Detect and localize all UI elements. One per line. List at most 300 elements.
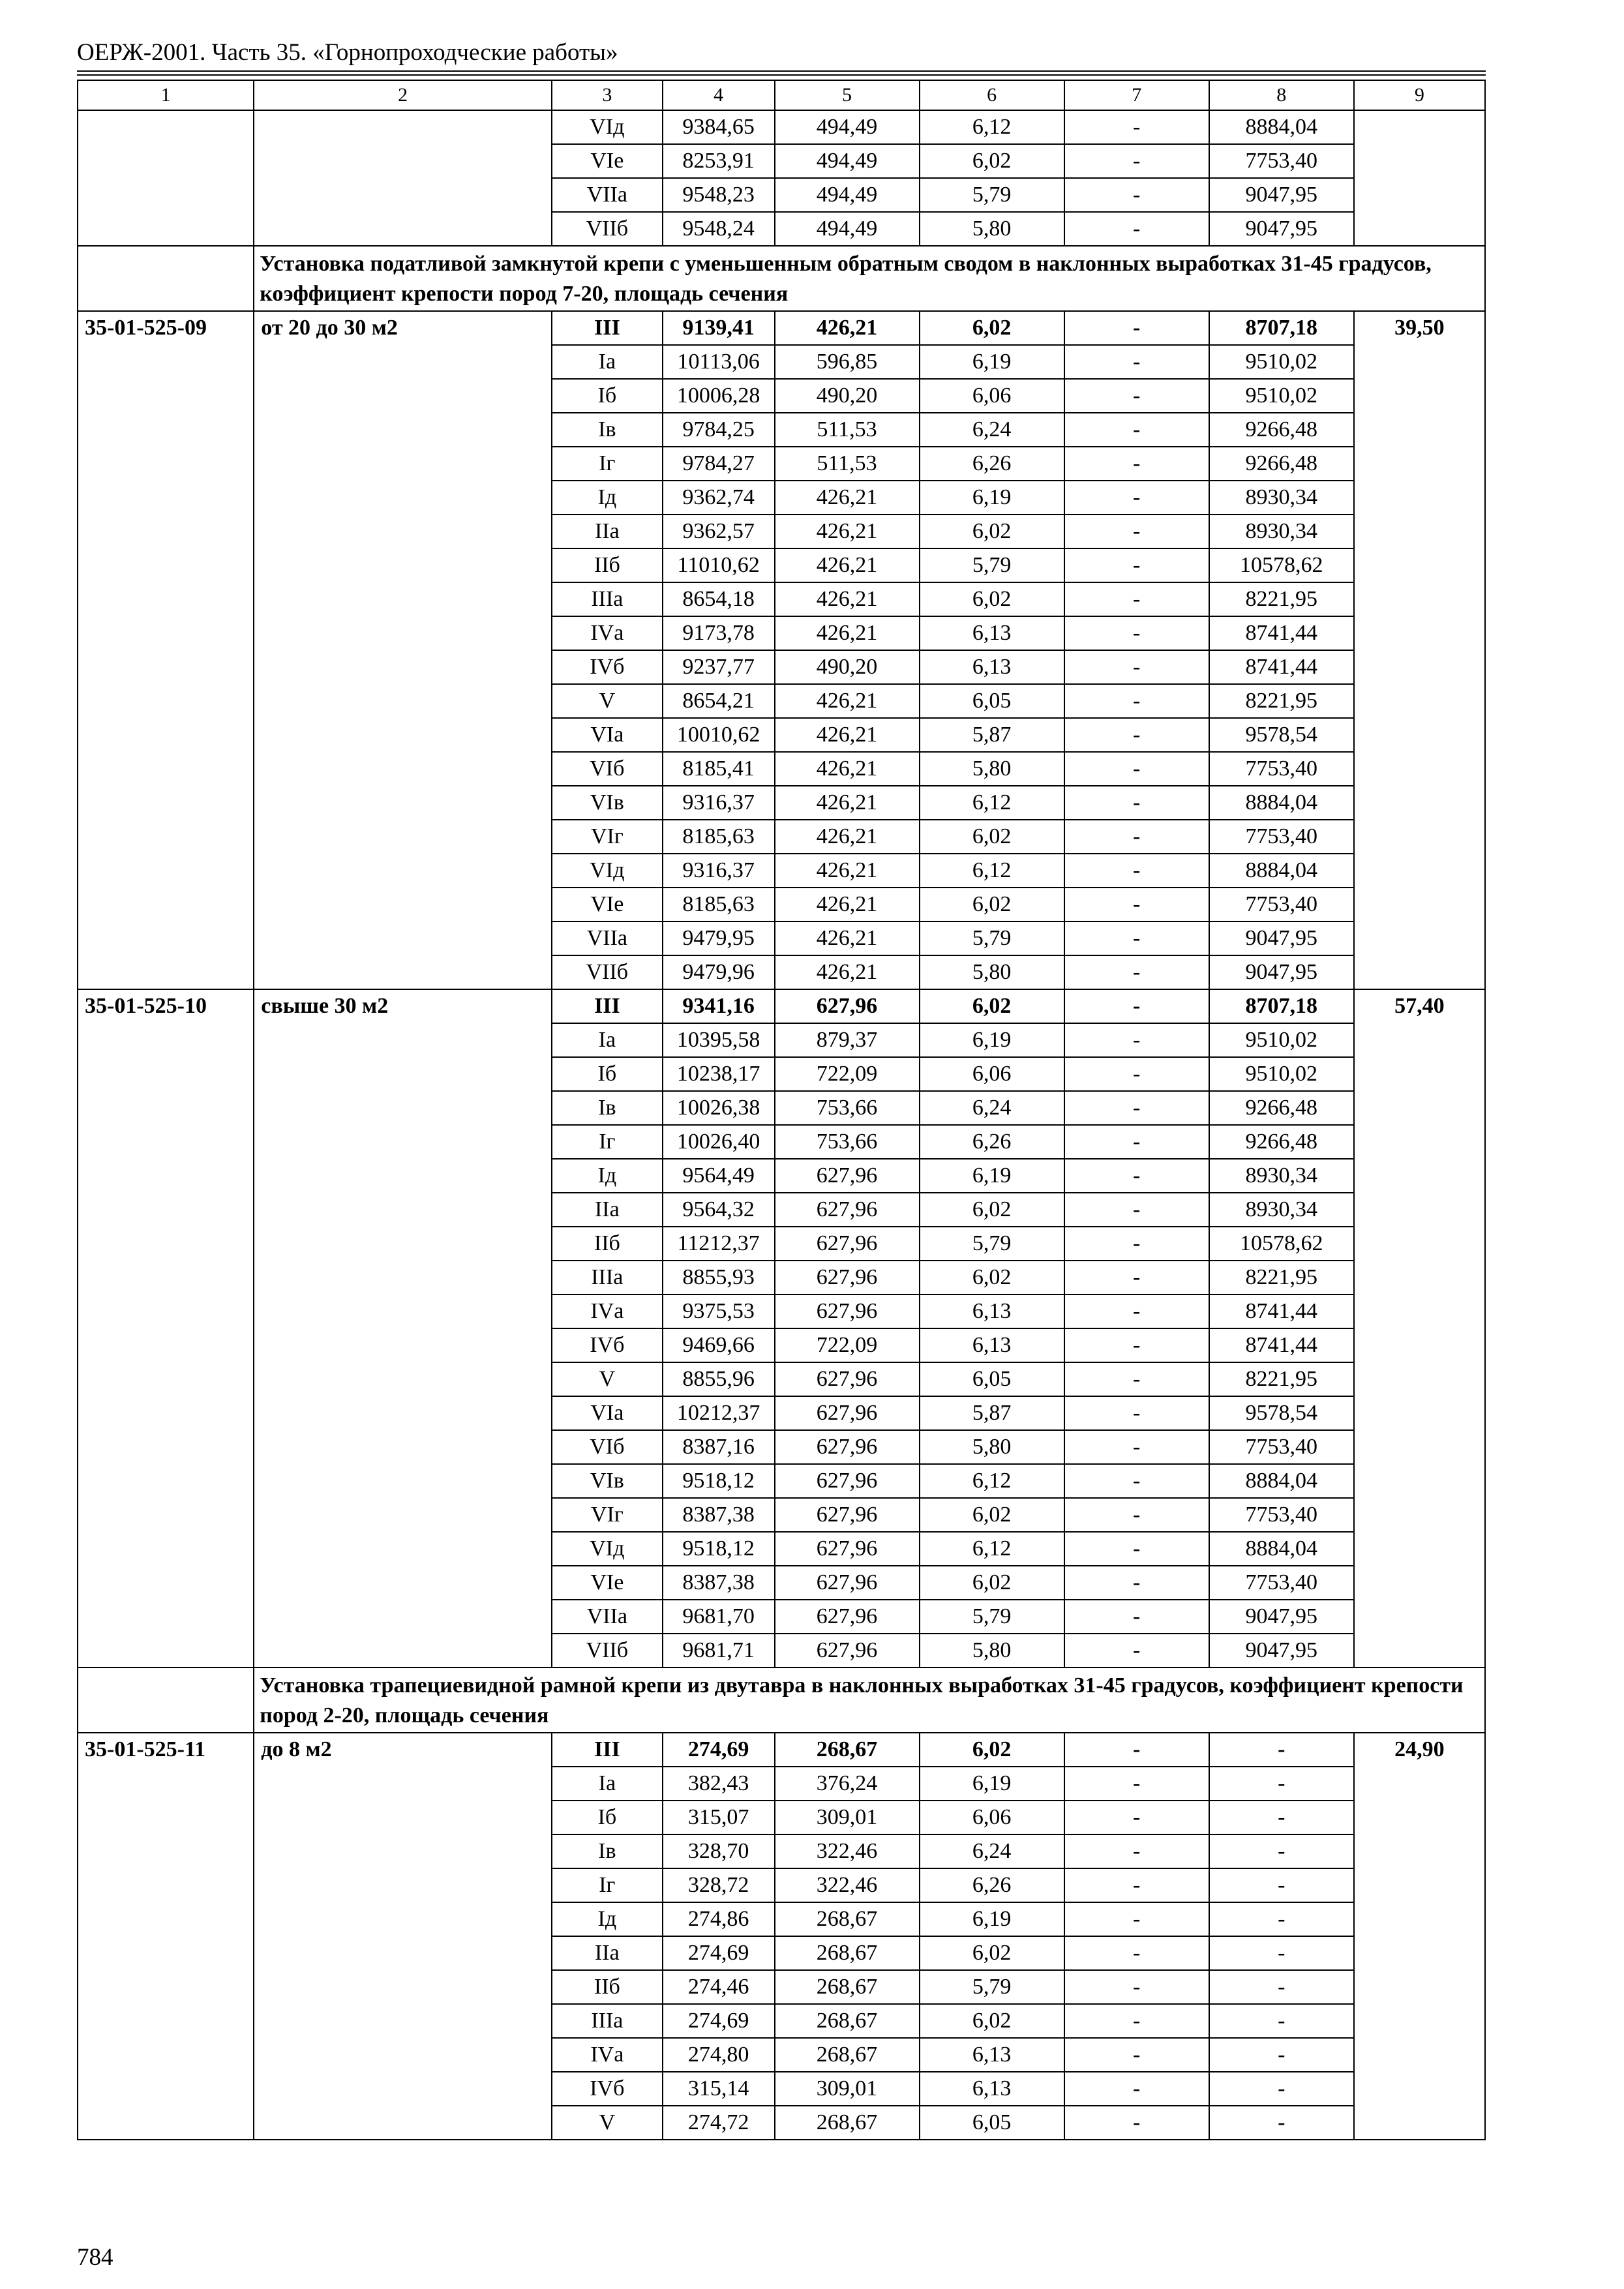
wages: 322,46 xyxy=(775,1868,920,1902)
machine-cost: 6,13 xyxy=(920,1328,1064,1362)
wages: 627,96 xyxy=(775,1193,920,1227)
total-cost: 274,80 xyxy=(663,2038,775,2072)
total-cost: 10026,40 xyxy=(663,1125,775,1159)
materials-cost: 9266,48 xyxy=(1209,447,1354,481)
machine-cost: 6,05 xyxy=(920,684,1064,718)
driver-wages: - xyxy=(1064,1057,1209,1091)
section-spacer xyxy=(78,246,254,311)
column-number: 4 xyxy=(663,80,775,110)
driver-wages: - xyxy=(1064,1227,1209,1261)
wages: 426,21 xyxy=(775,820,920,854)
wages: 268,67 xyxy=(775,1936,920,1970)
total-cost: 274,69 xyxy=(663,1936,775,1970)
wages: 268,67 xyxy=(775,2004,920,2038)
wages: 627,96 xyxy=(775,1430,920,1464)
materials-cost: 9266,48 xyxy=(1209,1091,1354,1125)
resource-code: VIд xyxy=(552,110,663,144)
wages: 268,67 xyxy=(775,1970,920,2004)
materials-cost: 8221,95 xyxy=(1209,1362,1354,1396)
driver-wages: - xyxy=(1064,1767,1209,1801)
machine-cost: 6,24 xyxy=(920,1091,1064,1125)
materials-cost: 8221,95 xyxy=(1209,582,1354,616)
wages: 309,01 xyxy=(775,1801,920,1834)
column-number: 6 xyxy=(920,80,1064,110)
wages: 426,21 xyxy=(775,684,920,718)
section-title: Установка трапециевидной рамной крепи из двутавра в наклонных выработках 31-45 градусов, коэффициент крепости пород 2-20, площадь сечения xyxy=(254,1668,1485,1733)
wages: 879,37 xyxy=(775,1023,920,1057)
machine-cost: 6,26 xyxy=(920,1868,1064,1902)
machine-cost: 6,12 xyxy=(920,786,1064,820)
total-cost: 8387,38 xyxy=(663,1566,775,1600)
total-cost: 8654,21 xyxy=(663,684,775,718)
resource-code: IIа xyxy=(552,1936,663,1970)
driver-wages: - xyxy=(1064,1430,1209,1464)
wages: 309,01 xyxy=(775,2072,920,2106)
machine-cost: 5,79 xyxy=(920,548,1064,582)
materials-cost: 7753,40 xyxy=(1209,820,1354,854)
materials-cost: - xyxy=(1209,2004,1354,2038)
machine-cost: 6,19 xyxy=(920,1159,1064,1193)
wages: 627,96 xyxy=(775,1532,920,1566)
machine-cost: 6,02 xyxy=(920,1498,1064,1532)
section-header-row xyxy=(78,1668,1485,1733)
materials-cost: 8741,44 xyxy=(1209,616,1354,650)
materials-cost: 8930,34 xyxy=(1209,1159,1354,1193)
materials-cost: 9047,95 xyxy=(1209,921,1354,955)
resource-code: IIб xyxy=(552,1227,663,1261)
materials-cost: 10578,62 xyxy=(1209,1227,1354,1261)
resource-code: VIд xyxy=(552,1532,663,1566)
machine-cost: 6,02 xyxy=(920,144,1064,178)
machine-cost: 6,13 xyxy=(920,1294,1064,1328)
wages: 426,21 xyxy=(775,718,920,752)
machine-cost: 6,02 xyxy=(920,1193,1064,1227)
wages: 627,96 xyxy=(775,1227,920,1261)
materials-cost: 8884,04 xyxy=(1209,1532,1354,1566)
total-cost: 9479,95 xyxy=(663,921,775,955)
resource-code: Iд xyxy=(552,1902,663,1936)
resource-code: IIIа xyxy=(552,582,663,616)
driver-wages: - xyxy=(1064,582,1209,616)
wages: 627,96 xyxy=(775,1566,920,1600)
wages: 627,96 xyxy=(775,1634,920,1668)
resource-code: VIе xyxy=(552,144,663,178)
machine-cost: 6,02 xyxy=(920,2004,1064,2038)
wages: 426,21 xyxy=(775,548,920,582)
machine-cost: 6,02 xyxy=(920,888,1064,921)
resource-code: III xyxy=(552,1733,663,1767)
resource-code: V xyxy=(552,684,663,718)
resource-code: VIе xyxy=(552,1566,663,1600)
resource-code: VIд xyxy=(552,854,663,888)
materials-cost: - xyxy=(1209,2038,1354,2072)
wages: 426,21 xyxy=(775,515,920,548)
driver-wages: - xyxy=(1064,447,1209,481)
driver-wages: - xyxy=(1064,786,1209,820)
total-cost: 274,69 xyxy=(663,2004,775,2038)
wages: 268,67 xyxy=(775,1733,920,1767)
machine-cost: 5,87 xyxy=(920,1396,1064,1430)
materials-cost: - xyxy=(1209,1834,1354,1868)
table-row xyxy=(78,311,1485,345)
resource-code: VIе xyxy=(552,888,663,921)
machine-cost: 6,19 xyxy=(920,1023,1064,1057)
column-number: 5 xyxy=(775,80,920,110)
resource-code: Iд xyxy=(552,481,663,515)
total-cost: 10006,28 xyxy=(663,379,775,413)
materials-cost: 8741,44 xyxy=(1209,1294,1354,1328)
index-cell: 39,50 xyxy=(1354,311,1485,989)
total-cost: 8185,63 xyxy=(663,888,775,921)
wages: 322,46 xyxy=(775,1834,920,1868)
resource-code: VIIа xyxy=(552,921,663,955)
driver-wages: - xyxy=(1064,1294,1209,1328)
driver-wages: - xyxy=(1064,1970,1209,2004)
machine-cost: 5,80 xyxy=(920,1634,1064,1668)
total-cost: 8185,41 xyxy=(663,752,775,786)
machine-cost: 6,24 xyxy=(920,413,1064,447)
wages: 268,67 xyxy=(775,1902,920,1936)
driver-wages: - xyxy=(1064,1362,1209,1396)
total-cost: 9681,70 xyxy=(663,1600,775,1634)
total-cost: 328,70 xyxy=(663,1834,775,1868)
wages: 426,21 xyxy=(775,854,920,888)
wages: 426,21 xyxy=(775,582,920,616)
machine-cost: 5,80 xyxy=(920,752,1064,786)
driver-wages: - xyxy=(1064,548,1209,582)
machine-cost: 5,87 xyxy=(920,718,1064,752)
wages: 494,49 xyxy=(775,212,920,246)
machine-cost: 6,12 xyxy=(920,110,1064,144)
resource-code: IVб xyxy=(552,650,663,684)
wages: 494,49 xyxy=(775,178,920,212)
total-cost: 10238,17 xyxy=(663,1057,775,1091)
driver-wages: - xyxy=(1064,1464,1209,1498)
wages: 426,21 xyxy=(775,481,920,515)
resource-code: Iг xyxy=(552,1125,663,1159)
driver-wages: - xyxy=(1064,311,1209,345)
total-cost: 9518,12 xyxy=(663,1532,775,1566)
resource-code: IVа xyxy=(552,2038,663,2072)
machine-cost: 6,26 xyxy=(920,1125,1064,1159)
total-cost: 8855,93 xyxy=(663,1261,775,1294)
machine-cost: 6,19 xyxy=(920,1902,1064,1936)
driver-wages: - xyxy=(1064,752,1209,786)
resource-code: Iг xyxy=(552,447,663,481)
total-cost: 9518,12 xyxy=(663,1464,775,1498)
wages: 627,96 xyxy=(775,1362,920,1396)
wages: 426,21 xyxy=(775,786,920,820)
materials-cost: 9578,54 xyxy=(1209,1396,1354,1430)
resource-code: V xyxy=(552,1362,663,1396)
resource-code: VIIб xyxy=(552,1634,663,1668)
driver-wages: - xyxy=(1064,1532,1209,1566)
machine-cost: 6,26 xyxy=(920,447,1064,481)
machine-cost: 5,79 xyxy=(920,1600,1064,1634)
machine-cost: 5,80 xyxy=(920,212,1064,246)
code-cell: 35-01-525-09 xyxy=(78,311,254,989)
resource-code: IVа xyxy=(552,616,663,650)
total-cost: 10395,58 xyxy=(663,1023,775,1057)
driver-wages: - xyxy=(1064,2072,1209,2106)
total-cost: 10113,06 xyxy=(663,345,775,379)
materials-cost: 8884,04 xyxy=(1209,854,1354,888)
materials-cost: 7753,40 xyxy=(1209,1498,1354,1532)
resource-code: Iв xyxy=(552,413,663,447)
total-cost: 11010,62 xyxy=(663,548,775,582)
total-cost: 9139,41 xyxy=(663,311,775,345)
driver-wages: - xyxy=(1064,110,1209,144)
resource-code: VIб xyxy=(552,752,663,786)
materials-cost: 7753,40 xyxy=(1209,144,1354,178)
wages: 627,96 xyxy=(775,1464,920,1498)
machine-cost: 6,13 xyxy=(920,2038,1064,2072)
materials-cost: 9510,02 xyxy=(1209,1057,1354,1091)
driver-wages: - xyxy=(1064,2038,1209,2072)
resource-code: Iб xyxy=(552,1057,663,1091)
materials-cost: 9510,02 xyxy=(1209,345,1354,379)
driver-wages: - xyxy=(1064,955,1209,989)
driver-wages: - xyxy=(1064,684,1209,718)
driver-wages: - xyxy=(1064,1328,1209,1362)
driver-wages: - xyxy=(1064,345,1209,379)
materials-cost: - xyxy=(1209,1767,1354,1801)
machine-cost: 6,13 xyxy=(920,2072,1064,2106)
materials-cost: 9510,02 xyxy=(1209,1023,1354,1057)
page-number: 784 xyxy=(77,2244,113,2271)
total-cost: 382,43 xyxy=(663,1767,775,1801)
driver-wages: - xyxy=(1064,1023,1209,1057)
driver-wages: - xyxy=(1064,1801,1209,1834)
wages: 722,09 xyxy=(775,1328,920,1362)
resource-code: Iв xyxy=(552,1834,663,1868)
table-row xyxy=(78,989,1485,1023)
materials-cost: 9510,02 xyxy=(1209,379,1354,413)
total-cost: 9375,53 xyxy=(663,1294,775,1328)
materials-cost: - xyxy=(1209,1868,1354,1902)
resource-code: IIа xyxy=(552,1193,663,1227)
index-cell: 57,40 xyxy=(1354,989,1485,1668)
driver-wages: - xyxy=(1064,1902,1209,1936)
total-cost: 9469,66 xyxy=(663,1328,775,1362)
rates-table xyxy=(77,80,1486,2140)
machine-cost: 5,79 xyxy=(920,1227,1064,1261)
machine-cost: 6,02 xyxy=(920,820,1064,854)
wages: 494,49 xyxy=(775,110,920,144)
driver-wages: - xyxy=(1064,515,1209,548)
driver-wages: - xyxy=(1064,1193,1209,1227)
machine-cost: 6,19 xyxy=(920,481,1064,515)
description-cell xyxy=(254,110,552,246)
column-number: 9 xyxy=(1354,80,1485,110)
wages: 753,66 xyxy=(775,1091,920,1125)
machine-cost: 6,02 xyxy=(920,582,1064,616)
table-row xyxy=(78,1733,1485,1767)
wages: 490,20 xyxy=(775,379,920,413)
resource-code: Iд xyxy=(552,1159,663,1193)
driver-wages: - xyxy=(1064,212,1209,246)
wages: 627,96 xyxy=(775,1498,920,1532)
total-cost: 8387,16 xyxy=(663,1430,775,1464)
section-spacer xyxy=(78,1668,254,1733)
resource-code: Iг xyxy=(552,1868,663,1902)
driver-wages: - xyxy=(1064,1566,1209,1600)
wages: 627,96 xyxy=(775,989,920,1023)
total-cost: 9384,65 xyxy=(663,110,775,144)
materials-cost: 7753,40 xyxy=(1209,752,1354,786)
materials-cost: 9047,95 xyxy=(1209,1600,1354,1634)
materials-cost: 8707,18 xyxy=(1209,311,1354,345)
code-cell: 35-01-525-11 xyxy=(78,1733,254,2140)
section-header-row xyxy=(78,246,1485,311)
driver-wages: - xyxy=(1064,616,1209,650)
materials-cost: 7753,40 xyxy=(1209,1566,1354,1600)
wages: 596,85 xyxy=(775,345,920,379)
machine-cost: 5,80 xyxy=(920,955,1064,989)
total-cost: 9316,37 xyxy=(663,854,775,888)
resource-code: Iа xyxy=(552,1023,663,1057)
resource-code: IIб xyxy=(552,548,663,582)
machine-cost: 5,79 xyxy=(920,178,1064,212)
column-number: 2 xyxy=(254,80,552,110)
wages: 426,21 xyxy=(775,752,920,786)
wages: 426,21 xyxy=(775,616,920,650)
total-cost: 9341,16 xyxy=(663,989,775,1023)
driver-wages: - xyxy=(1064,1936,1209,1970)
resource-code: VIIб xyxy=(552,212,663,246)
total-cost: 274,72 xyxy=(663,2106,775,2140)
total-cost: 8185,63 xyxy=(663,820,775,854)
materials-cost: 8221,95 xyxy=(1209,1261,1354,1294)
materials-cost: 8884,04 xyxy=(1209,110,1354,144)
resource-code: VIв xyxy=(552,786,663,820)
wages: 511,53 xyxy=(775,447,920,481)
index-cell xyxy=(1354,110,1485,246)
resource-code: Iа xyxy=(552,345,663,379)
materials-cost: - xyxy=(1209,1733,1354,1767)
driver-wages: - xyxy=(1064,481,1209,515)
resource-code: V xyxy=(552,2106,663,2140)
total-cost: 9681,71 xyxy=(663,1634,775,1668)
resource-code: Iв xyxy=(552,1091,663,1125)
wages: 722,09 xyxy=(775,1057,920,1091)
wages: 268,67 xyxy=(775,2106,920,2140)
wages: 753,66 xyxy=(775,1125,920,1159)
machine-cost: 6,02 xyxy=(920,1936,1064,1970)
wages: 426,21 xyxy=(775,888,920,921)
machine-cost: 6,05 xyxy=(920,1362,1064,1396)
driver-wages: - xyxy=(1064,650,1209,684)
total-cost: 9237,77 xyxy=(663,650,775,684)
driver-wages: - xyxy=(1064,178,1209,212)
column-number: 8 xyxy=(1209,80,1354,110)
machine-cost: 6,13 xyxy=(920,650,1064,684)
resource-code: IIIа xyxy=(552,2004,663,2038)
resource-code: IVб xyxy=(552,1328,663,1362)
machine-cost: 6,06 xyxy=(920,1057,1064,1091)
resource-code: VIа xyxy=(552,718,663,752)
wages: 627,96 xyxy=(775,1159,920,1193)
machine-cost: 6,24 xyxy=(920,1834,1064,1868)
materials-cost: 8884,04 xyxy=(1209,1464,1354,1498)
column-number: 3 xyxy=(552,80,663,110)
materials-cost: 7753,40 xyxy=(1209,1430,1354,1464)
machine-cost: 6,02 xyxy=(920,1733,1064,1767)
materials-cost: 8741,44 xyxy=(1209,650,1354,684)
driver-wages: - xyxy=(1064,888,1209,921)
column-number-row xyxy=(78,80,1485,110)
materials-cost: 10578,62 xyxy=(1209,548,1354,582)
materials-cost: - xyxy=(1209,1970,1354,2004)
materials-cost: 8221,95 xyxy=(1209,684,1354,718)
driver-wages: - xyxy=(1064,1159,1209,1193)
materials-cost: 9047,95 xyxy=(1209,178,1354,212)
materials-cost: 9047,95 xyxy=(1209,1634,1354,1668)
total-cost: 9784,27 xyxy=(663,447,775,481)
resource-code: Iа xyxy=(552,1767,663,1801)
driver-wages: - xyxy=(1064,989,1209,1023)
machine-cost: 6,12 xyxy=(920,1464,1064,1498)
total-cost: 9479,96 xyxy=(663,955,775,989)
wages: 490,20 xyxy=(775,650,920,684)
wages: 627,96 xyxy=(775,1294,920,1328)
total-cost: 274,86 xyxy=(663,1902,775,1936)
resource-code: Iб xyxy=(552,379,663,413)
driver-wages: - xyxy=(1064,1396,1209,1430)
description-cell: до 8 м2 xyxy=(254,1733,552,2140)
materials-cost: 9047,95 xyxy=(1209,212,1354,246)
wages: 426,21 xyxy=(775,311,920,345)
materials-cost: 7753,40 xyxy=(1209,888,1354,921)
code-cell: 35-01-525-10 xyxy=(78,989,254,1668)
resource-code: VIIа xyxy=(552,1600,663,1634)
materials-cost: 9047,95 xyxy=(1209,955,1354,989)
machine-cost: 6,12 xyxy=(920,1532,1064,1566)
resource-code: VIIа xyxy=(552,178,663,212)
resource-code: VIв xyxy=(552,1464,663,1498)
wages: 627,96 xyxy=(775,1261,920,1294)
resource-code: IVб xyxy=(552,2072,663,2106)
machine-cost: 6,13 xyxy=(920,616,1064,650)
total-cost: 8387,38 xyxy=(663,1498,775,1532)
total-cost: 11212,37 xyxy=(663,1227,775,1261)
driver-wages: - xyxy=(1064,921,1209,955)
machine-cost: 6,06 xyxy=(920,1801,1064,1834)
machine-cost: 6,05 xyxy=(920,2106,1064,2140)
driver-wages: - xyxy=(1064,2004,1209,2038)
total-cost: 274,69 xyxy=(663,1733,775,1767)
total-cost: 315,14 xyxy=(663,2072,775,2106)
driver-wages: - xyxy=(1064,718,1209,752)
total-cost: 9316,37 xyxy=(663,786,775,820)
resource-code: III xyxy=(552,989,663,1023)
machine-cost: 5,80 xyxy=(920,1430,1064,1464)
total-cost: 315,07 xyxy=(663,1801,775,1834)
materials-cost: 8930,34 xyxy=(1209,481,1354,515)
total-cost: 9548,23 xyxy=(663,178,775,212)
machine-cost: 6,02 xyxy=(920,515,1064,548)
machine-cost: 6,19 xyxy=(920,1767,1064,1801)
total-cost: 9564,49 xyxy=(663,1159,775,1193)
machine-cost: 6,02 xyxy=(920,989,1064,1023)
index-cell: 24,90 xyxy=(1354,1733,1485,2140)
materials-cost: 9578,54 xyxy=(1209,718,1354,752)
total-cost: 9564,32 xyxy=(663,1193,775,1227)
total-cost: 274,46 xyxy=(663,1970,775,2004)
materials-cost: 9266,48 xyxy=(1209,1125,1354,1159)
wages: 426,21 xyxy=(775,955,920,989)
resource-code: IVа xyxy=(552,1294,663,1328)
